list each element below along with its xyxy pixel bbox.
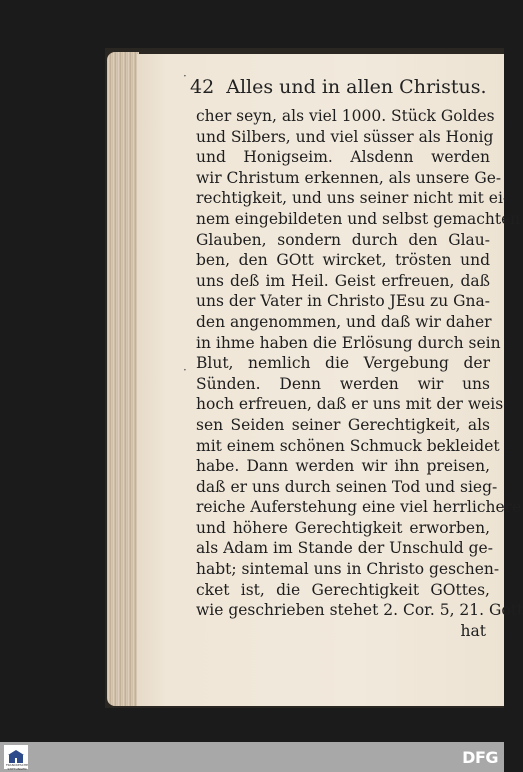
text-line: nem eingebildeten und selbst gemachten — [196, 209, 521, 228]
margin-mark: · — [183, 363, 187, 377]
text-line: uns deß im Heil. Geist erfreuen, daß — [196, 271, 490, 290]
text-line: rechtigkeit, und uns seiner nicht mit ei- — [196, 189, 509, 208]
text-line: ben, den GOtt wircket, trösten und — [196, 251, 490, 270]
text-line: in ihme haben die Erlösung durch sein — [196, 333, 501, 352]
viewer-footer-bar — [0, 742, 504, 772]
text-line: daß er uns durch seinen Tod und sieg- — [196, 477, 498, 496]
dfg-logo: DFG — [462, 748, 498, 767]
text-line: wir Christum erkennen, als unsere Ge- — [196, 168, 502, 187]
catchword: hat — [460, 621, 486, 640]
running-head — [190, 76, 487, 102]
text-line: sen Seiden seiner Gerechtigkeit, als — [196, 415, 490, 434]
text-line: hoch erfreuen, daß er uns mit der weis- — [196, 395, 509, 414]
running-head-title: Alles und in allen Christus. — [226, 76, 487, 98]
text-line: uns der Vater in Christo JEsu zu Gna- — [196, 292, 490, 311]
page-edges — [107, 52, 139, 706]
library-label: FRANCKESCHE STIFTUNGEN — [5, 763, 29, 771]
text-line: Blut, nemlich die Vergebung der — [196, 354, 490, 373]
text-line: und höhere Gerechtigkeit erworben, — [196, 518, 490, 537]
page-number: 42 — [190, 76, 215, 98]
text-line: cket ist, die Gerechtigkeit GOttes, — [196, 580, 490, 599]
text-line: habt; sintemal uns in Christo geschen- — [196, 560, 500, 579]
text-line: reiche Auferstehung eine viel herrlichere — [196, 498, 522, 517]
text-line: habe. Dann werden wir ihn preisen, — [196, 457, 490, 476]
margin-mark: · — [183, 69, 187, 83]
text-line: wie geschrieben stehet 2. Cor. 5, 21. Gott — [196, 601, 523, 620]
text-line: Glauben, sondern durch den Glau- — [196, 230, 490, 249]
text-line: Sünden. Denn werden wir uns — [196, 374, 490, 393]
text-line: mit einem schönen Schmuck bekleidet — [196, 436, 500, 455]
text-line: und Honigseim. Alsdenn werden — [196, 148, 490, 167]
text-line: als Adam im Stande der Unschuld ge- — [196, 539, 493, 558]
text-line: und Silbers, und viel süsser als Honig — [196, 127, 494, 146]
body-text — [196, 106, 523, 641]
text-line: cher seyn, als viel 1000. Stück Goldes — [196, 107, 495, 125]
text-line: den angenommen, und daß wir daher — [196, 312, 492, 331]
